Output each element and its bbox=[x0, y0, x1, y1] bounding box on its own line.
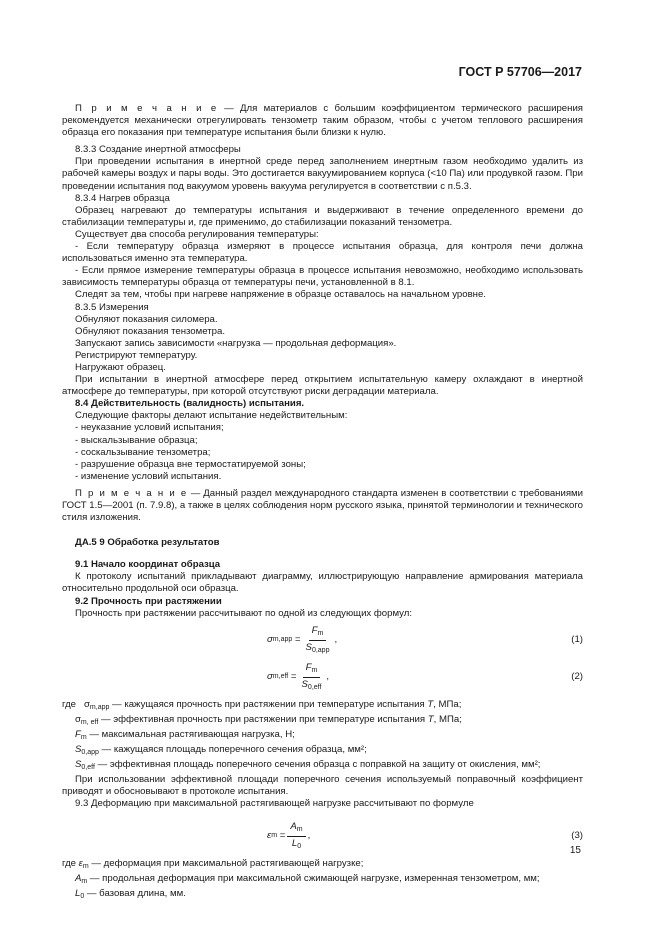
section-8-3-4-p2: Существует два способа регулирования температуры: bbox=[75, 228, 319, 240]
section-9-1-text: К протоколу испытаний прикладывают диаграмму, иллюстрирующую направление армирования материала относительно продольной оси образца. bbox=[62, 571, 583, 595]
section-8-3-4-heading: 8.3.4 Нагрев образца bbox=[75, 192, 170, 204]
section-8-3-4-p3: - Если температуру образца измеряют в процессе испытания образца, для контроля печи должна использоваться именно эта температура. bbox=[62, 241, 583, 265]
section-9-1-heading: 9.1 Начало координат образца bbox=[75, 559, 221, 571]
list-item: - неуказание условий испытания; bbox=[75, 422, 224, 434]
formula-1: σ m,app = $\frac{F_m}{S_{0,app}}$ , (1) bbox=[267, 624, 583, 654]
list-item: - изменение условий испытания. bbox=[75, 470, 222, 482]
note-1: П р и м е ч а н и е — Для материалов с большим коэффициентом термического расширения рекомендуется механически отрегулировать тензометр таким образом, чтобы с учетом теплового расширения образца его показания при температуре испытания были близки к нулю. bbox=[62, 103, 583, 139]
document-header: ГОСТ Р 57706—2017 bbox=[458, 65, 582, 79]
definitions-3: где $\varepsilon_m$ — деформация при максимальной растягивающей нагрузке; $A_m$ — продольная деформация при максимальной сжимающей нагрузке, измеренная тензометром, мм; $L_0$ — базовая длина, мм. bbox=[62, 857, 540, 900]
section-8-3-3-heading: 8.3.3 Создание инертной атмосферы bbox=[75, 144, 241, 156]
section-8-3-3-text: При проведении испытания в инертной среде перед заполнением инертным газом необходимо удалить из рабочей камеры воздух и пары воды. Это достигается вакуумированием корпуса (<10 Па) или продувкой газом. При проведении испытания под вакуумом уровень вакуума регулируется в соответствии с п.5.3. bbox=[62, 156, 583, 192]
measurement-step: Обнуляют показания силомера. bbox=[75, 313, 218, 325]
formula-2: σ m,eff = $\frac{F_m}{S_{0,eff}}$ , (2) bbox=[267, 661, 583, 691]
section-8-3-5-last: При испытании в инертной атмосфере перед открытием испытательную камеру охлаждают в инертной атмосфере до температуры, при которой отсутствуют риски деградации материала. bbox=[62, 374, 583, 398]
list-item: - разрушение образца вне термостатируемой зоны; bbox=[75, 458, 306, 470]
formula-3: ε m = $\frac{A_m}{L_0}$ , (3) bbox=[267, 820, 583, 850]
page-number: 15 bbox=[569, 845, 581, 856]
measurement-step: Нагружают образец. bbox=[75, 361, 166, 373]
section-8-4-heading: 8.4 Действительность (валидность) испытания. bbox=[75, 398, 305, 410]
section-8-3-4-p5: Следят за тем, чтобы при нагреве напряжение в образце оставалось на начальном уровне. bbox=[75, 289, 486, 301]
section-8-3-4-p1: Образец нагревают до температуры испытания и выдерживают в течение определенного времени до стабилизации температуры и, где применимо, до стабилизации показаний тензометра. bbox=[62, 204, 583, 228]
page-content bbox=[62, 103, 583, 903]
fraction: $\frac{A_m}{L_0}$ bbox=[287, 821, 305, 852]
list-item: - выскальзывание образца; bbox=[75, 434, 198, 446]
section-8-3-5-heading: 8.3.5 Измерения bbox=[75, 301, 149, 313]
note-2: П р и м е ч а н и е — Данный раздел международного стандарта изменен в соответствии с требованиями ГОСТ 1.5—2001 (п. 7.9.8), а также в целях соблюдения норм русского языка, принятой терминологии и технического стиля изложения. bbox=[62, 487, 583, 524]
measurement-step: Регистрируют температуру. bbox=[75, 349, 198, 361]
fraction: $\frac{F_m}{S_{0,eff}}$ bbox=[301, 661, 322, 691]
formula-number: (2) bbox=[571, 670, 583, 682]
fraction: $\frac{F_m}{S_{0,app}}$ bbox=[305, 624, 330, 654]
section-8-4-intro: Следующие факторы делают испытание недействительным: bbox=[75, 410, 348, 422]
formula-number: (3) bbox=[571, 829, 583, 841]
definitions-1-after: При использовании эффективной площади поперечного сечения используемый поправочный коэффициент приводят и обосновывают в протоколе испытания. bbox=[62, 774, 583, 798]
section-9-2-heading: 9.2 Прочность при растяжении bbox=[75, 595, 222, 607]
section-8-3-4-p4: - Если прямое измерение температуры образца в процессе испытания невозможно, необходимо использовать зависимость температуры образца от температуры печи, установленной в 8.1. bbox=[62, 265, 583, 289]
list-item: - соскальзывание тензометра; bbox=[75, 446, 211, 458]
formula-number: (1) bbox=[571, 633, 583, 645]
section-9-3-text: 9.3 Деформацию при максимальной растягивающей нагрузке рассчитывают по формуле bbox=[75, 798, 474, 810]
measurement-step: Обнуляют показания тензометра. bbox=[75, 325, 225, 337]
measurement-step: Запускают запись зависимости «нагрузка — продольная деформация». bbox=[75, 337, 397, 349]
definitions-1: где $\sigma_{m,app}$ — кажущаяся прочность при растяжении при температуре испытания T, МПа; $\sigma_{m, eff}$ — эффективная прочность при растяжении при температуре испытания T, МПа; $F_m$ — максимальная растягивающая нагрузка, Н; $S_{0,app}$ — кажущаяся площадь поперечного сечения образца, мм²; $S_{0,eff}$ — эффективная площадь поперечного сечения образца с поправкой на защиту от окисления, мм²; bbox=[62, 698, 541, 772]
section-9-2-text: Прочность при растяжении рассчитывают по одной из следующих формул: bbox=[75, 607, 413, 619]
da5-heading: ДА.5 9 Обработка результатов bbox=[75, 537, 220, 549]
